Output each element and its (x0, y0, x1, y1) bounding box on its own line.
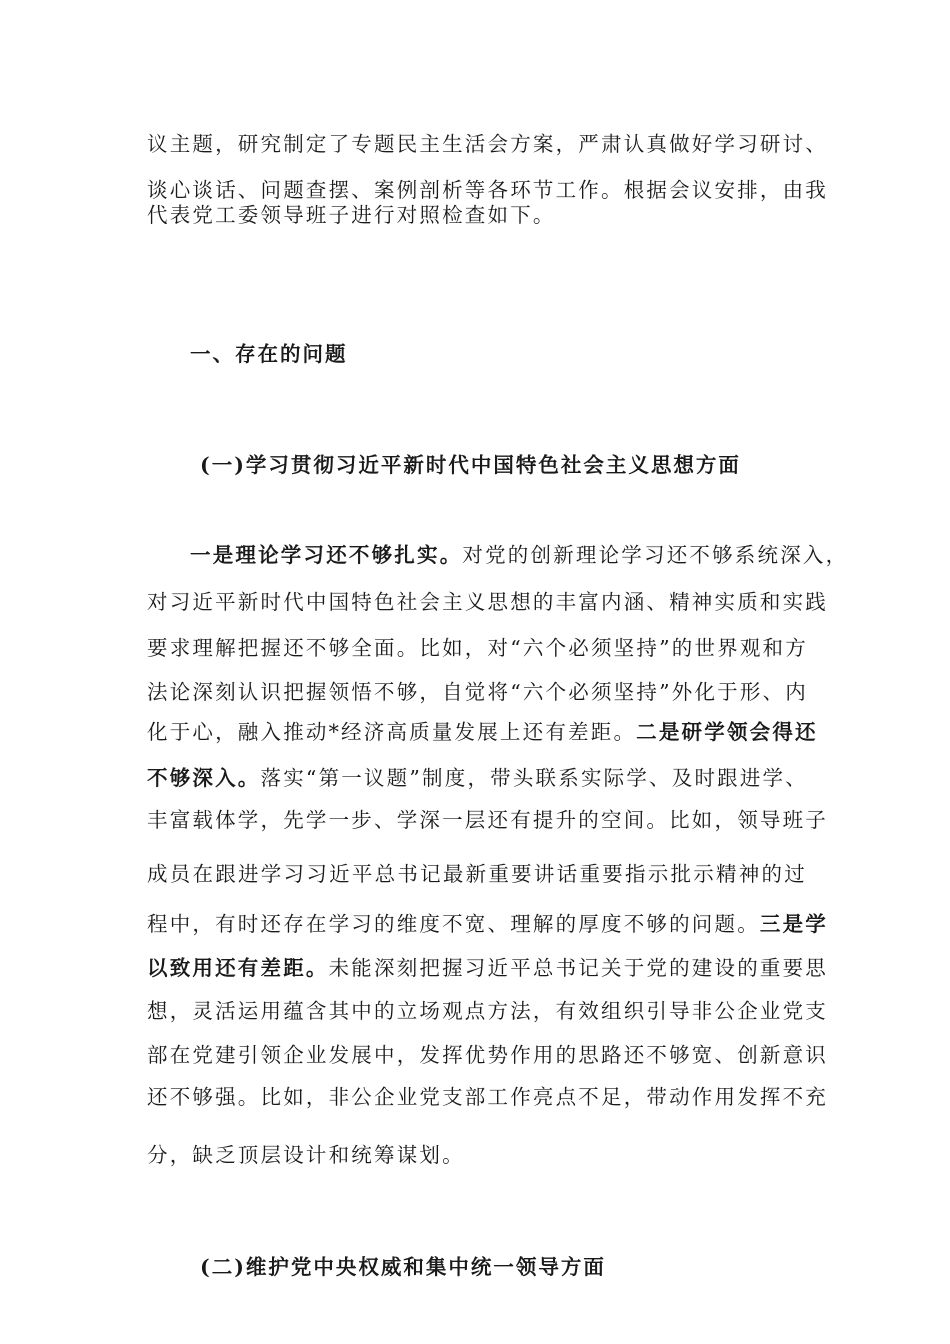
body-text: 程中，有时还存在学习的维度不宽、理解的厚度不够的问题。 (147, 912, 760, 936)
body-line-12: 部在党建引领企业发展中，发挥优势作用的思路还不够宽、创新意识 (147, 1043, 828, 1067)
body-line-10 (147, 954, 829, 982)
body-line-8: 成员在跟进学习习近平总书记最新重要讲话重要指示批示精神的过 (147, 862, 807, 886)
bold-point-2: 二是研学领会得还 (636, 720, 818, 744)
body-line-1 (190, 541, 849, 569)
body-text: 化于心，融入推动*经济高质量发展上还有差距。 (147, 720, 637, 744)
body-line-14: 分，缺乏顶层设计和统筹谋划。 (147, 1143, 465, 1167)
body-line-2: 对习近平新时代中国特色社会主义思想的丰富内涵、精神实质和实践 (147, 590, 828, 614)
intro-line-1: 议主题，研究制定了专题民主生活会方案，严肃认真做好学习研讨、 (147, 132, 828, 156)
bold-point-3: 三是学 (759, 912, 829, 936)
body-line-9 (147, 910, 829, 938)
body-line-5 (147, 718, 818, 746)
body-text: 落实“第一议题”制度，带头联系实际学、及时跟进学、 (260, 766, 808, 790)
body-line-13: 还不够强。比如，非公企业党支部工作亮点不足，带动作用发挥不充 (147, 1085, 828, 1109)
body-line-6 (147, 764, 807, 792)
subsection-heading-1: (一)学习贯彻习近平新时代中国特色社会主义思想方面 (200, 453, 741, 477)
section-heading: 一、存在的问题 (190, 342, 348, 366)
bold-point-2-cont: 不够深入。 (147, 766, 261, 790)
body-line-4: 法论深刻认识把握领悟不够，自觉将“六个必须坚持”外化于形、内 (147, 680, 808, 704)
body-line-3: 要求理解把握还不够全面。比如，对“六个必须坚持”的世界观和方 (147, 636, 808, 660)
intro-line-3: 代表党工委领导班子进行对照检查如下。 (147, 203, 556, 227)
bold-point-3-cont: 以致用还有差距。 (147, 956, 329, 980)
body-text: 未能深刻把握习近平总书记关于党的建设的重要思 (328, 956, 829, 980)
body-line-11: 想，灵活运用蕴含其中的立场观点方法，有效组织引导非公企业党支 (147, 999, 828, 1023)
body-line-7: 丰富载体学，先学一步、学深一层还有提升的空间。比如，领导班子 (147, 808, 828, 832)
bold-point-1: 一是理论学习还不够扎实。 (190, 543, 463, 567)
subsection-heading-2: (二)维护党中央权威和集中统一领导方面 (200, 1255, 606, 1279)
body-text: 对党的创新理论学习还不够系统深入， (462, 543, 849, 567)
intro-line-2: 谈心谈话、问题查摆、案例剖析等各环节工作。根据会议安排，由我 (147, 178, 828, 202)
